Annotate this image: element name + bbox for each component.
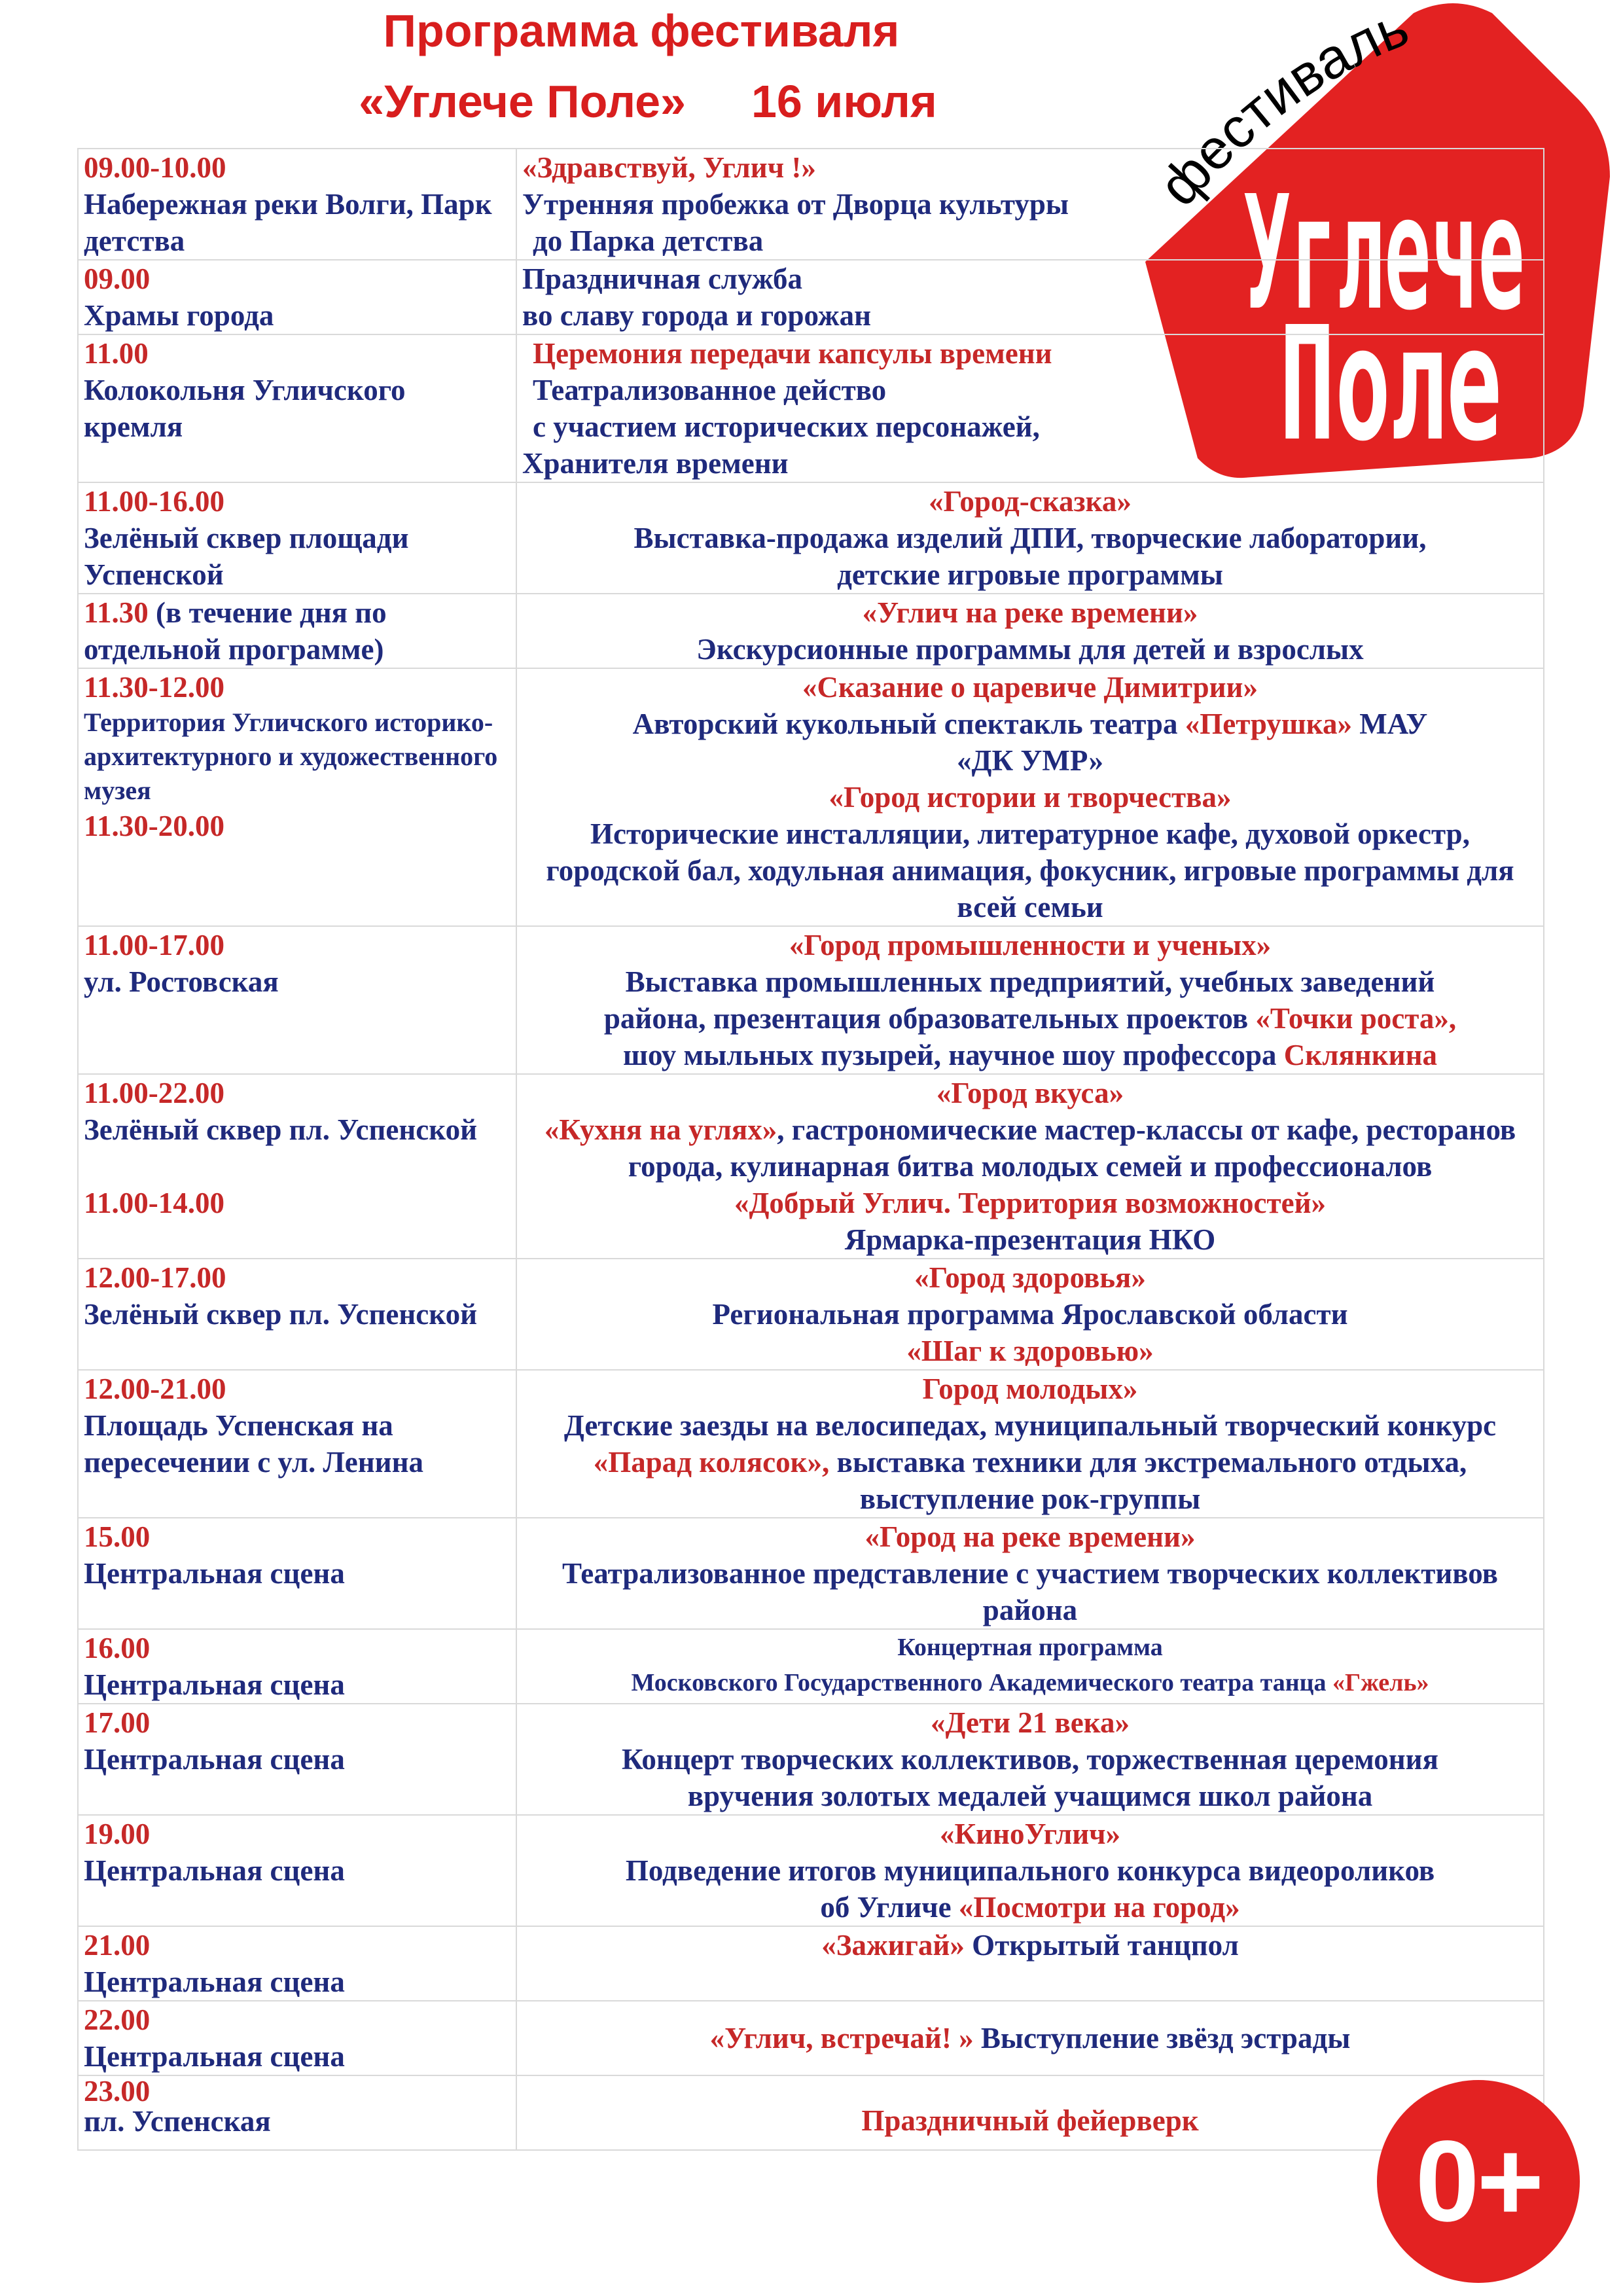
event-time: 11.00-14.00 bbox=[84, 1187, 225, 1219]
table-row bbox=[78, 2075, 1544, 2150]
festival-name: «Углече Поле» bbox=[359, 76, 686, 127]
event-cell bbox=[516, 1518, 1544, 1629]
event-description: Авторский кукольный спектакль театра bbox=[632, 708, 1185, 740]
event-title: «Город истории и творчества» bbox=[829, 781, 1232, 814]
event-title: «Добрый Углич. Территория возможностей» bbox=[734, 1187, 1327, 1219]
event-description: шоу мыльных пузырей, научное шоу профессора bbox=[622, 1039, 1284, 1071]
event-time: 17.00 bbox=[84, 1706, 151, 1739]
logo-word-2: Поле bbox=[1279, 293, 1502, 476]
event-title: «Город здоровья» bbox=[914, 1261, 1146, 1294]
event-description: Концертная программа bbox=[897, 1634, 1163, 1661]
table-row bbox=[78, 1074, 1544, 1259]
event-cell bbox=[516, 1926, 1544, 2001]
time-place-cell bbox=[78, 334, 516, 482]
event-cell bbox=[516, 260, 1544, 334]
table-row bbox=[78, 1926, 1544, 2001]
event-time: 15.00 bbox=[84, 1520, 151, 1553]
event-description: Детские заезды на велосипедах, муниципальный творческий конкурс bbox=[563, 1409, 1497, 1442]
event-description: Театрализованное представление с участием творческих коллективов района bbox=[562, 1557, 1498, 1626]
event-time: 11.00 bbox=[84, 337, 149, 370]
event-description: Выставка-продажа изделий ДПИ, творческие лаборатории, bbox=[633, 522, 1427, 554]
event-cell bbox=[516, 1370, 1544, 1518]
table-row bbox=[78, 1518, 1544, 1629]
event-cell bbox=[516, 594, 1544, 668]
event-place: Территория Угличского историко-архитектурного и художественного музея bbox=[84, 708, 498, 805]
time-place-cell bbox=[78, 1815, 516, 1926]
event-description: Выступление звёзд эстрады bbox=[973, 2022, 1351, 2054]
table-row bbox=[78, 149, 1544, 260]
logo-arc-text: фестиваль bbox=[1147, 0, 1417, 218]
event-title: «Углич на реке времени» bbox=[862, 596, 1198, 629]
event-time: 16.00 bbox=[84, 1632, 151, 1664]
event-time: 11.00-22.00 bbox=[84, 1077, 225, 1109]
event-time: 19.00 bbox=[84, 1818, 151, 1850]
event-description: об Угличе bbox=[820, 1891, 959, 1924]
table-row bbox=[78, 668, 1544, 926]
event-cell bbox=[516, 926, 1544, 1074]
event-time: 21.00 bbox=[84, 1929, 151, 1962]
event-title: «Углич, встречай! » bbox=[709, 2022, 974, 2054]
event-title: «Зажигай» bbox=[821, 1929, 965, 1962]
event-place: Колокольня Угличского кремля bbox=[84, 374, 406, 443]
event-description: Театрализованное действо bbox=[533, 374, 887, 406]
event-place: Центральная сцена bbox=[84, 1743, 345, 1776]
event-description: Концерт творческих коллективов, торжественная церемония bbox=[622, 1743, 1438, 1776]
event-title: «КиноУглич» bbox=[939, 1818, 1121, 1850]
event-highlight: «Посмотри на город» bbox=[958, 1891, 1240, 1924]
event-description: Выставка промышленных предприятий, учебных заведений bbox=[625, 965, 1435, 998]
event-time-note: (в течение дня по отдельной программе) bbox=[84, 596, 387, 666]
event-cell bbox=[516, 149, 1544, 260]
event-time: 11.00-17.00 bbox=[84, 929, 225, 961]
event-cell bbox=[516, 1704, 1544, 1815]
time-place-cell bbox=[78, 149, 516, 260]
event-description: во славу города и горожан bbox=[522, 299, 871, 332]
event-description: МАУ bbox=[1352, 708, 1428, 740]
event-place: Зелёный сквер пл. Успенской bbox=[84, 1298, 478, 1331]
event-title: «Сказание о царевиче Димитрии» bbox=[802, 671, 1258, 704]
event-time: 12.00-17.00 bbox=[84, 1261, 226, 1294]
event-title: Праздничный фейерверк bbox=[861, 2104, 1199, 2137]
event-cell bbox=[516, 668, 1544, 926]
table-row bbox=[78, 594, 1544, 668]
event-place: пл. Успенская bbox=[84, 2105, 271, 2138]
event-highlight: «Кухня на углях» bbox=[544, 1113, 777, 1146]
event-place: Центральная сцена bbox=[84, 1965, 345, 1998]
time-place-cell bbox=[78, 1074, 516, 1259]
event-place: Площадь Успенская на пересечении с ул. Ленина bbox=[84, 1409, 424, 1479]
event-cell bbox=[516, 1629, 1544, 1704]
time-place-cell bbox=[78, 1259, 516, 1370]
event-place: Набережная реки Волги, Парк детства bbox=[84, 188, 492, 257]
event-highlight: «Петрушка» bbox=[1185, 708, 1353, 740]
program-table bbox=[77, 148, 1544, 2151]
event-description: , гастрономические мастер-классы от кафе, ресторанов города, кулинарная битва молодых семей и профессионалов bbox=[628, 1113, 1516, 1183]
event-place: Центральная сцена bbox=[84, 1854, 345, 1887]
event-cell bbox=[516, 1074, 1544, 1259]
event-description: Московского Государственного Академического театра танца bbox=[631, 1669, 1333, 1696]
event-time: 11.30-12.00 bbox=[84, 671, 225, 704]
event-time: 23.00 bbox=[84, 2075, 151, 2108]
time-place-cell bbox=[78, 260, 516, 334]
table-row bbox=[78, 482, 1544, 594]
time-place-cell bbox=[78, 1370, 516, 1518]
event-description: «ДК УМР» bbox=[957, 744, 1103, 777]
event-cell bbox=[516, 1815, 1544, 1926]
age-rating-badge: 0+ bbox=[1377, 2080, 1580, 2283]
event-title: «Здравствуй, Углич !» bbox=[522, 151, 816, 184]
event-description: Открытый танцпол bbox=[964, 1929, 1239, 1962]
event-description: Региональная программа Ярославской области bbox=[712, 1298, 1348, 1331]
event-highlight: «Точки роста», bbox=[1255, 1002, 1457, 1035]
table-row bbox=[78, 1259, 1544, 1370]
time-place-cell bbox=[78, 1704, 516, 1815]
time-place-cell bbox=[78, 1629, 516, 1704]
event-place: ул. Ростовская bbox=[84, 965, 279, 998]
event-cell bbox=[516, 334, 1544, 482]
event-place: Центральная сцена bbox=[84, 2040, 345, 2073]
event-description: Экскурсионные программы для детей и взрослых bbox=[696, 633, 1364, 666]
event-cell bbox=[516, 482, 1544, 594]
event-cell bbox=[516, 2001, 1544, 2075]
time-place-cell bbox=[78, 2001, 516, 2075]
time-place-cell bbox=[78, 482, 516, 594]
event-description: Подведение итогов муниципального конкурса видеороликов bbox=[625, 1854, 1435, 1887]
time-place-cell bbox=[78, 594, 516, 668]
event-description: Ярмарка-презентация НКО bbox=[844, 1223, 1216, 1256]
event-description: с участием исторических персонажей, bbox=[533, 410, 1040, 443]
event-time: 11.00-16.00 bbox=[84, 485, 225, 518]
event-place: Центральная сцена bbox=[84, 1668, 345, 1701]
event-description: до Парка детства bbox=[533, 224, 764, 257]
event-place: Зелёный сквер пл. Успенской bbox=[84, 1113, 478, 1146]
event-title: «Город промышленности и ученых» bbox=[789, 929, 1272, 961]
event-time: 09.00-10.00 bbox=[84, 151, 226, 184]
event-description: детские игровые программы bbox=[837, 558, 1223, 591]
event-description: Утренняя пробежка от Дворца культуры bbox=[522, 188, 1069, 221]
event-description: Хранителя времени bbox=[522, 447, 789, 480]
event-title: «Город на реке времени» bbox=[865, 1520, 1196, 1553]
time-place-cell bbox=[78, 2075, 516, 2150]
time-place-cell bbox=[78, 1926, 516, 2001]
festival-date: 16 июля bbox=[751, 76, 937, 127]
event-cell bbox=[516, 1259, 1544, 1370]
table-row bbox=[78, 334, 1544, 482]
program-title: Программа фестиваля bbox=[383, 5, 900, 56]
event-title: Церемония передачи капсулы времени bbox=[533, 337, 1052, 370]
event-highlight: Склянкина bbox=[1283, 1039, 1437, 1071]
event-time: 12.00-21.00 bbox=[84, 1372, 226, 1405]
event-title: «Город-сказка» bbox=[929, 485, 1132, 518]
table-row bbox=[78, 2001, 1544, 2075]
event-highlight: «Парад колясок», bbox=[593, 1446, 830, 1479]
table-row bbox=[78, 926, 1544, 1074]
event-description: выставка техники для экстремального отдыха, выступление рок-группы bbox=[829, 1446, 1467, 1515]
event-title: «Город вкуса» bbox=[936, 1077, 1124, 1109]
event-description: района, презентация образовательных проектов bbox=[603, 1002, 1256, 1035]
event-title: Город молодых» bbox=[922, 1372, 1138, 1405]
event-highlight: «Гжель» bbox=[1332, 1669, 1429, 1696]
time-place-cell bbox=[78, 926, 516, 1074]
event-description: Исторические инсталляции, литературное кафе, духовой оркестр, городской бал, ходульная анимация, фокусник, игровые программы для всей семьи bbox=[546, 817, 1514, 924]
event-time: 22.00 bbox=[84, 2003, 151, 2036]
logo-word-1: Углече bbox=[1243, 162, 1525, 345]
event-description: Праздничная служба bbox=[522, 262, 802, 295]
table-row bbox=[78, 1704, 1544, 1815]
event-place: Центральная сцена bbox=[84, 1557, 345, 1590]
festival-name-date bbox=[26, 76, 1270, 127]
event-place: Зелёный сквер площади Успенской bbox=[84, 522, 409, 591]
event-time: 11.30-20.00 bbox=[84, 810, 225, 842]
table-row bbox=[78, 1629, 1544, 1704]
event-place: Храмы города bbox=[84, 299, 274, 332]
time-place-cell bbox=[78, 668, 516, 926]
table-row bbox=[78, 260, 1544, 334]
event-time: 09.00 bbox=[84, 262, 151, 295]
time-place-cell bbox=[78, 1518, 516, 1629]
event-time: 11.30 bbox=[84, 596, 149, 629]
table-row bbox=[78, 1815, 1544, 1926]
event-description: вручения золотых медалей учащимся школ района bbox=[687, 1780, 1373, 1812]
event-title: «Шаг к здоровью» bbox=[906, 1335, 1154, 1367]
event-title: «Дети 21 века» bbox=[930, 1706, 1130, 1739]
table-row bbox=[78, 1370, 1544, 1518]
